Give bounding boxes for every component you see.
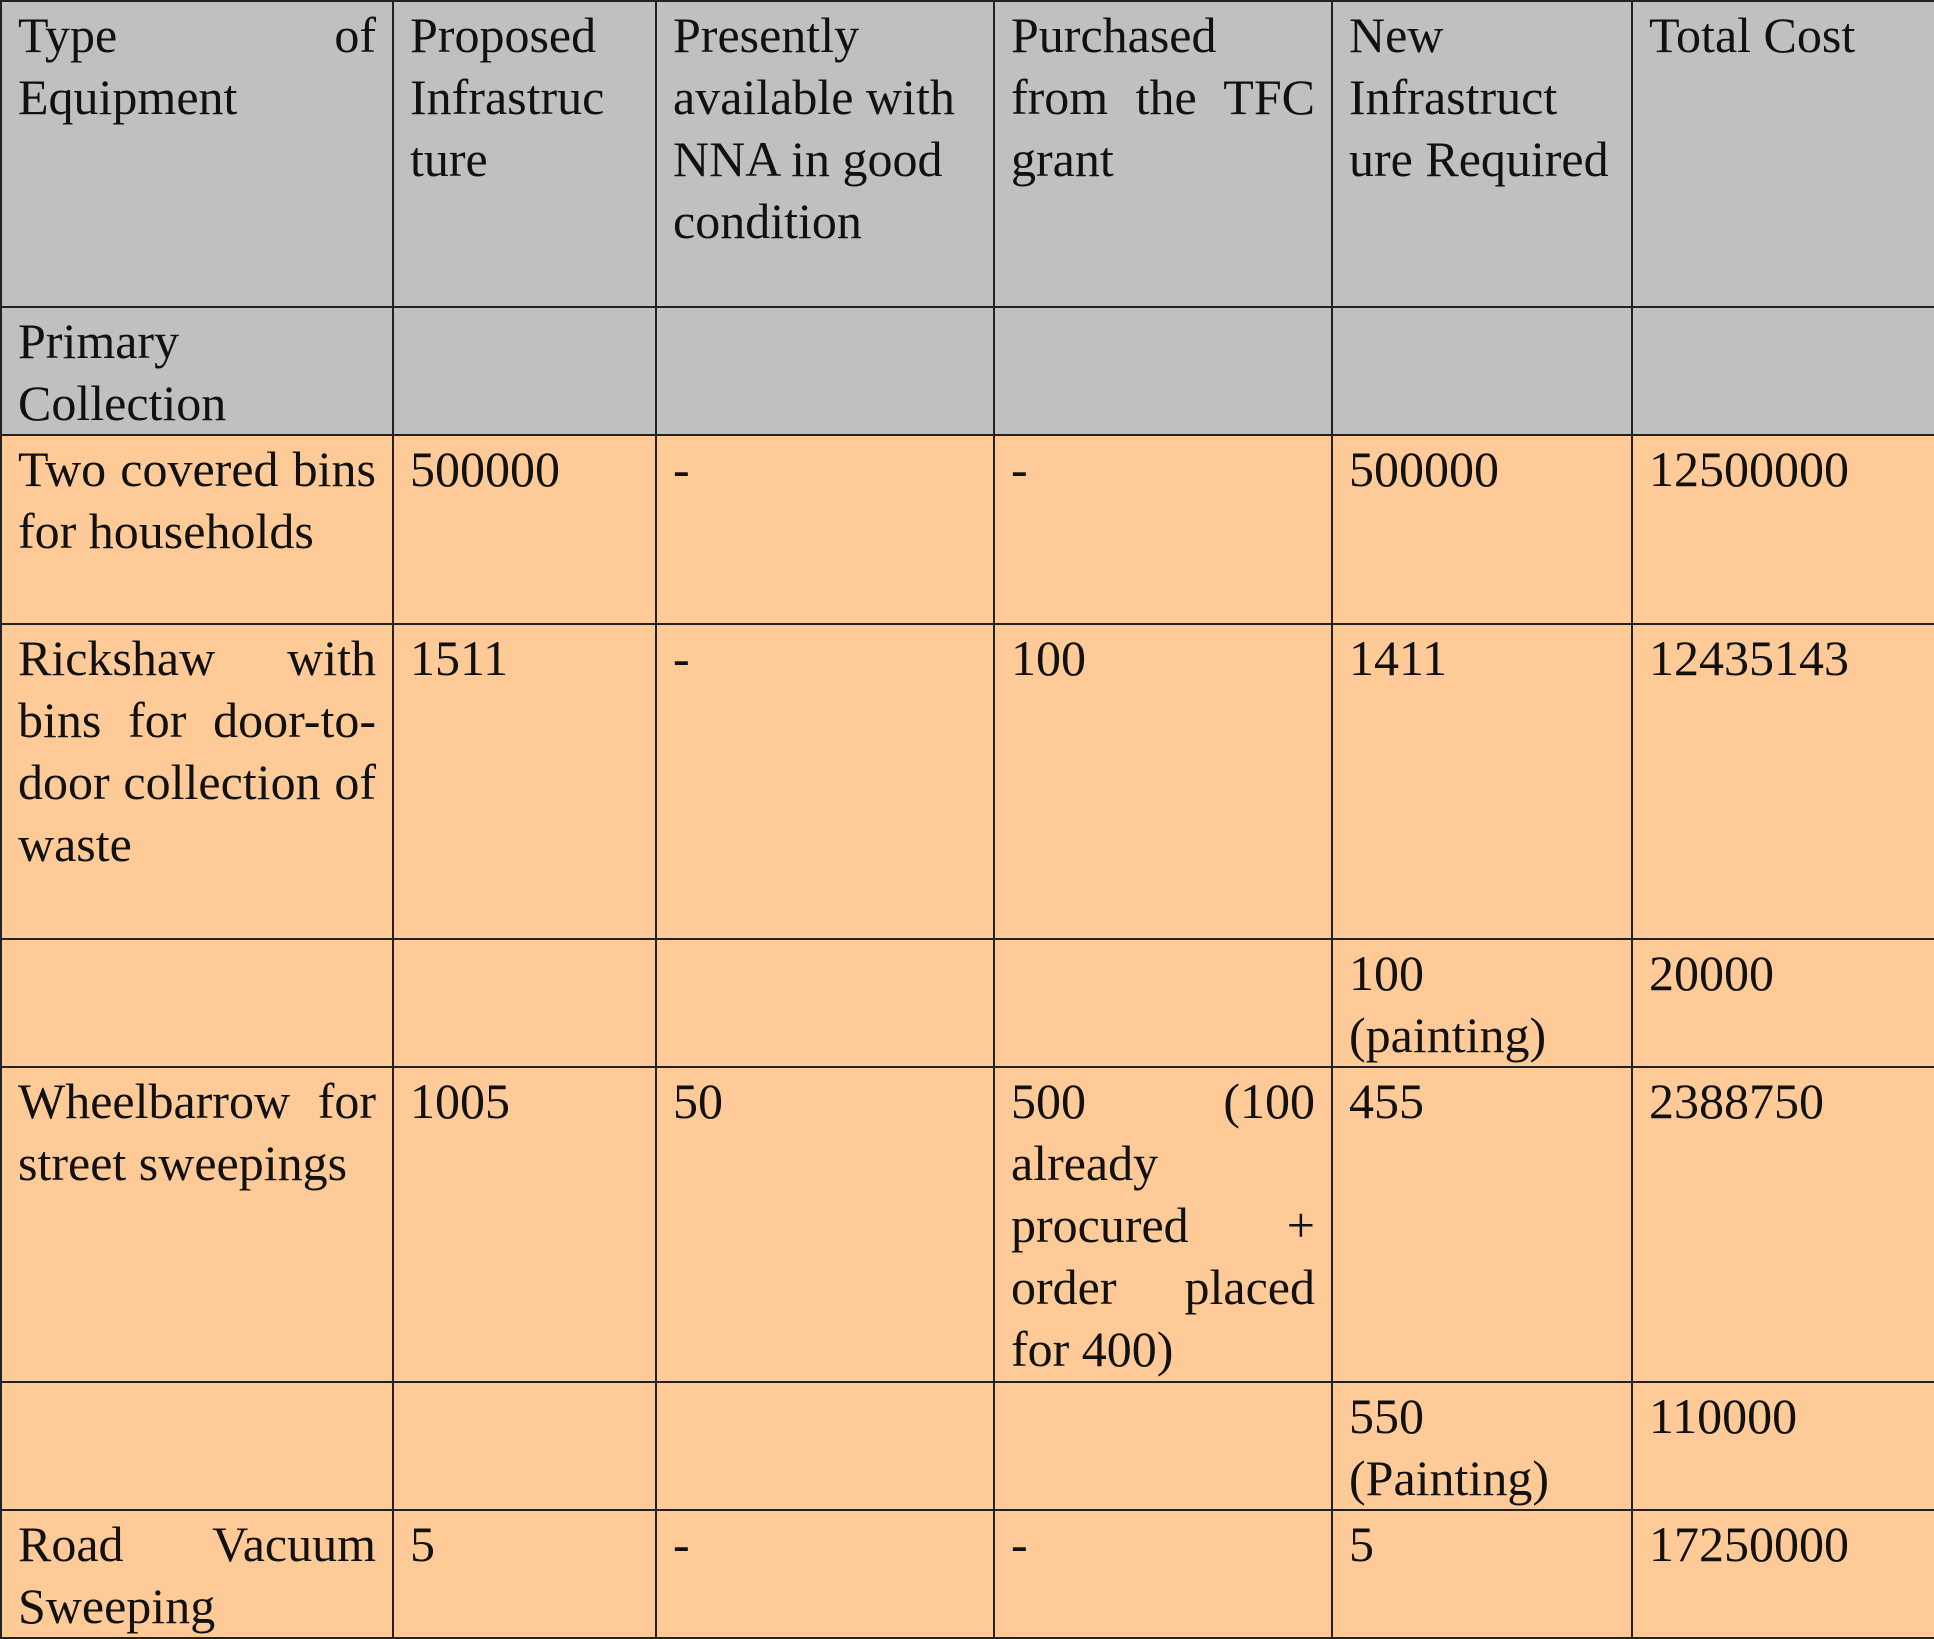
cell-available: - — [656, 1510, 994, 1638]
cell-total-cost: 12500000 — [1632, 435, 1934, 624]
cell-purchased: - — [994, 435, 1332, 624]
cell-type: Rickshaw with bins for door-to-door collection of waste — [1, 624, 393, 939]
cell-type: Wheelbarrow for street sweepings — [1, 1067, 393, 1382]
cell-proposed: 5 — [393, 1510, 656, 1638]
cell-available — [656, 1382, 994, 1510]
header-type: Type of Equipment — [1, 1, 393, 307]
table-cell — [1332, 307, 1632, 435]
cell-purchased: - — [994, 1510, 1332, 1638]
header-available: Presently available with NNA in good condition — [656, 1, 994, 307]
cell-proposed — [393, 1382, 656, 1510]
table-cell — [994, 307, 1332, 435]
cell-new-required: 100 (painting) — [1332, 939, 1632, 1067]
cell-proposed: 1511 — [393, 624, 656, 939]
cell-type — [1, 939, 393, 1067]
cell-new-required: 455 — [1332, 1067, 1632, 1382]
cell-type: Two covered bins for households — [1, 435, 393, 624]
section-title: Primary Collection — [1, 307, 393, 435]
table-row — [1, 624, 1934, 939]
cell-total-cost: 12435143 — [1632, 624, 1934, 939]
cell-purchased — [994, 939, 1332, 1067]
table-row — [1, 1510, 1934, 1638]
cell-available: 50 — [656, 1067, 994, 1382]
cell-available: - — [656, 624, 994, 939]
cell-total-cost: 17250000 — [1632, 1510, 1934, 1638]
cell-proposed — [393, 939, 656, 1067]
table-row — [1, 1382, 1934, 1510]
cell-available — [656, 939, 994, 1067]
header-purchased: Purchased from the TFC grant — [994, 1, 1332, 307]
cell-new-required: 500000 — [1332, 435, 1632, 624]
cell-total-cost: 110000 — [1632, 1382, 1934, 1510]
section-row — [1, 307, 1934, 435]
cell-proposed: 1005 — [393, 1067, 656, 1382]
cell-type — [1, 1382, 393, 1510]
cell-proposed: 500000 — [393, 435, 656, 624]
cell-available: - — [656, 435, 994, 624]
table-row — [1, 939, 1934, 1067]
header-proposed: Proposed Infrastruc ture — [393, 1, 656, 307]
cell-purchased: 100 — [994, 624, 1332, 939]
cell-new-required: 5 — [1332, 1510, 1632, 1638]
table-cell — [656, 307, 994, 435]
cell-purchased — [994, 1382, 1332, 1510]
table-row — [1, 1067, 1934, 1382]
header-total-cost: Total Cost — [1632, 1, 1934, 307]
cell-total-cost: 2388750 — [1632, 1067, 1934, 1382]
cell-purchased: 500 (100 already procured + order placed for 400) — [994, 1067, 1332, 1382]
cell-new-required: 1411 — [1332, 624, 1632, 939]
cell-total-cost: 20000 — [1632, 939, 1934, 1067]
table-row — [1, 435, 1934, 624]
table-cell — [393, 307, 656, 435]
header-new-required: New Infrastruct ure Required — [1332, 1, 1632, 307]
cell-new-required: 550 (Painting) — [1332, 1382, 1632, 1510]
header-row — [1, 1, 1934, 307]
cell-type: Road Vacuum Sweeping — [1, 1510, 393, 1638]
table-cell — [1632, 307, 1934, 435]
